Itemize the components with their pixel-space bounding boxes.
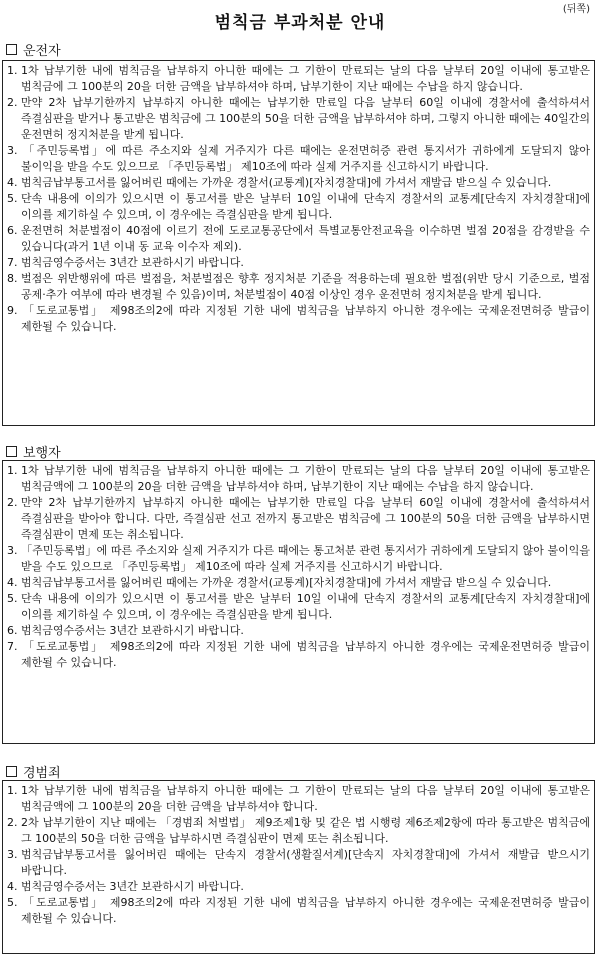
- section-title: 경범죄: [23, 766, 61, 781]
- list-item: 4. 범칙금영수증서는 3년간 보관하시기 바랍니다.: [7, 880, 244, 893]
- pedestrian-notice-box: [2, 460, 595, 744]
- list-item: 9. 「도로교통법」 제98조의2에 따라 지정된 기한 내에 범칙금을 납부하지 아니한 경우에는 국제운전면허증 발급이 제한될 수 있습니다.: [7, 304, 590, 333]
- list-item: 2. 만약 2차 납부기한까지 납부하지 아니한 때에는 납부기한 만료일 다음 날부터 60일 이내에 경찰서에 출석하셔서 즉결심판을 받거나 통고받은 범칙금에 그 100분의 50을 더한 금액을 납부하셔야 하며, 그렇지 아니한 때에는 40일간의 운전면허 정지처분을 받게 됩니다.: [7, 96, 590, 141]
- list-item: 1. 1차 납부기한 내에 범칙금을 납부하지 아니한 때에는 그 기한이 만료되는 날의 다음 날부터 20일 이내에 통고받은 범칙금액에 그 100분의 20을 더한 금액을 납부하셔야 하며, 납부기한이 지난 때에는 수납을 하지 않습니다.: [7, 464, 590, 493]
- page-title: 범칙금 부과처분 안내: [214, 13, 386, 33]
- checkbox-icon: [6, 44, 17, 55]
- list-item: 2. 만약 2차 납부기한까지 납부하지 아니한 때에는 납부기한 만료일 다음 날부터 60일 이내에 경찰서에 출석하셔서 즉결심판을 받아야 합니다. 다만, 즉결심판 선고 전까지 통고받은 범칙금에 그 100분의 50을 더한 금액을 납부하시면 즉결심판이 면제 또는 취소됩니다.: [7, 496, 590, 541]
- checkbox-icon: [6, 766, 17, 777]
- checkbox-icon: [6, 446, 17, 457]
- list-item: 8. 벌점은 위반행위에 따른 벌점을, 처분벌점은 향후 정지처분 기준을 적용하는데 필요한 벌점(위반 당시 기준으로, 벌점 공제·추가 여부에 따라 변경될 수 있음)이며, 처분벌점이 40점 이상인 경우 운전면허 정지처분을 받게 됩니다.: [7, 272, 590, 301]
- list-item: 1. 1차 납부기한 내에 범칙금을 납부하지 아니한 때에는 그 기한이 만료되는 날의 다음 날부터 20일 이내에 통고받은 범칙금액에 그 100분의 20을 더한 금액을 납부하셔야 합니다.: [7, 784, 590, 813]
- list-item: 3. 「주민등록법」에 따른 주소지와 실제 거주지가 다른 때에는 운전면허증 관련 통지서가 귀하에게 도달되지 않아 불이익을 받을 수도 있으므로 「주민등록법」 제10조에 따라 실제 거주지를 신고하시기 바랍니다.: [7, 144, 590, 173]
- list-item: 2. 2차 납부기한이 지난 때에는 「경범죄 처벌법」 제9조제1항 및 같은 법 시행령 제6조제2항에 따라 통고받은 범칙금에 그 100분의 50을 더한 금액을 납부하시면 즉결심판이 면제 또는 취소됩니다.: [7, 816, 590, 845]
- driver-notice-box: [2, 60, 595, 426]
- list-item: 4. 범칙금납부통고서를 잃어버린 때에는 가까운 경찰서(교통계)[자치경찰대]에 가셔서 재발급 받으실 수 있습니다.: [7, 176, 552, 189]
- list-item: 7. 「도로교통법」 제98조의2에 따라 지정된 기한 내에 범칙금을 납부하지 아니한 경우에는 국제운전면허증 발급이 제한될 수 있습니다.: [7, 640, 590, 669]
- list-item: 6. 범칙금영수증서는 3년간 보관하시기 바랍니다.: [7, 624, 244, 637]
- list-item: 7. 범칙금영수증서는 3년간 보관하시기 바랍니다.: [7, 256, 244, 269]
- list-item: 6. 운전면허 처분벌점이 40점에 이르기 전에 도로교통공단에서 특별교통안전교육을 이수하면 벌점 20점을 감경받을 수 있습니다(과거 1년 이내 동 교육 이수자 제외).: [7, 224, 590, 253]
- list-item: 3. 「주민등록법」에 따른 주소지와 실제 거주지가 다른 때에는 통고처분 관련 통지서가 귀하에게 도달되지 않아 불이익을 받을 수도 있으므로 「주민등록법」 제10조에 따라 실제 거주지를 신고하시기 바랍니다.: [7, 544, 590, 573]
- list-item: 4. 범칙금납부통고서를 잃어버린 때에는 가까운 경찰서(교통계)[자치경찰대]에 가셔서 재발급 받으실 수 있습니다.: [7, 576, 552, 589]
- back-page-note: (뒤쪽): [562, 4, 590, 15]
- list-item: 5. 단속 내용에 이의가 있으시면 이 통고서를 받은 날부터 10일 이내에 단속지 경찰서의 교통계[단속지 자치경찰대]에 이의를 제기하실 수 있으며, 이 경우에는 즉결심판을 받게 됩니다.: [7, 592, 590, 621]
- list-item: 5. 「도로교통법」 제98조의2에 따라 지정된 기한 내에 범칙금을 납부하지 아니한 경우에는 국제운전면허증 발급이 제한될 수 있습니다.: [7, 896, 590, 925]
- section-heading-driver: [4, 40, 61, 59]
- section-title: 보행자: [23, 446, 61, 461]
- list-item: 3. 범칙금납부통고서를 잃어버린 때에는 단속지 경찰서(생활질서계)[단속지 자치경찰대]에 가셔서 재발급 받으시기 바랍니다.: [7, 848, 590, 877]
- list-item: 5. 단속 내용에 이의가 있으시면 이 통고서를 받은 날부터 10일 이내에 단속지 경찰서의 교통계[단속지 자치경찰대]에 이의를 제기하실 수 있으며, 이 경우에는 즉결심판을 받게 됩니다.: [7, 192, 590, 221]
- section-heading-minor-offense: [4, 762, 61, 781]
- list-item: 1. 1차 납부기한 내에 범칙금을 납부하지 아니한 때에는 그 기한이 만료되는 날의 다음 날부터 20일 이내에 통고받은 범칙금에 그 100분의 20을 더한 금액을 납부하셔야 하며, 납부기한이 지난 때에는 수납을 하지 않습니다.: [7, 64, 590, 93]
- section-heading-pedestrian: [4, 442, 61, 461]
- section-title: 운전자: [23, 44, 61, 59]
- minor-offense-notice-box: [2, 780, 595, 954]
